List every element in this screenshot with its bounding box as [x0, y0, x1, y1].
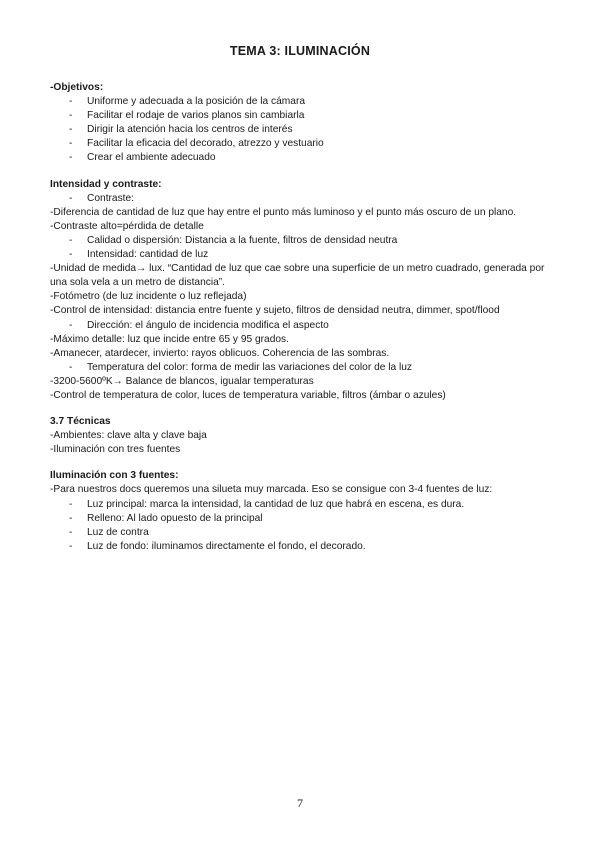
- text-line: -Control de intensidad: distancia entre fuente y sujeto, filtros de densidad neutra, dimmer, spot/flood: [50, 305, 500, 317]
- text-line: -Unidad de medida→ lux. “Cantidad de luz que cae sobre una superficie de un metro cuadrado, generada por una sola vela a un metro de distancia”.: [50, 263, 545, 289]
- document-body: [50, 81, 550, 566]
- bullet-item: - Intensidad: cantidad de luz: [50, 248, 550, 262]
- section-heading: Iluminación con 3 fuentes:: [50, 470, 179, 482]
- section-heading: -Objetivos:: [50, 82, 104, 93]
- bullet-item: - Relleno: Al lado opuesto de la principal: [50, 512, 550, 526]
- bullet-item: - Dirección: el ángulo de incidencia modifica el aspecto: [50, 319, 550, 333]
- bullet-item: - Facilitar la eficacia del decorado, atrezzo y vestuario: [50, 137, 550, 151]
- bullet-item: - Temperatura del color: forma de medir las variaciones del color de la luz: [50, 361, 550, 375]
- bullet-item: - Contraste:: [50, 192, 550, 206]
- text-line: -Iluminación con tres fuentes: [50, 444, 181, 456]
- bullet-item: - Luz de contra: [50, 526, 550, 540]
- section: [50, 178, 550, 404]
- bullet-item: - Crear el ambiente adecuado: [50, 151, 550, 165]
- text-line: -Diferencia de cantidad de luz que hay entre el punto más luminoso y el punto más oscuro de un plano.: [50, 206, 517, 218]
- bullet-item: - Calidad o dispersión: Distancia a la fuente, filtros de densidad neutra: [50, 234, 550, 248]
- text-line: -Ambientes: clave alta y clave baja: [50, 430, 207, 442]
- section: [50, 415, 550, 457]
- text-line: -Fotómetro (de luz incidente o luz reflejada): [50, 291, 247, 303]
- page-number: 7: [297, 796, 303, 810]
- section-heading: Intensidad y contraste:: [50, 178, 162, 190]
- bullet-item: - Dirigir la atención hacia los centros de interés: [50, 123, 550, 137]
- text-line: -3200-5600ºK→ Balance de blancos, igualar temperaturas: [50, 375, 314, 387]
- section-heading: 3.7 Técnicas: [50, 416, 111, 428]
- text-line: -Amanecer, atardecer, invierto: rayos oblicuos. Coherencia de las sombras.: [50, 347, 390, 359]
- section: [50, 81, 550, 166]
- bullet-item: - Luz de fondo: iluminamos directamente el fondo, el decorado.: [50, 540, 550, 554]
- text-line: -Para nuestros docs queremos una silueta muy marcada. Eso se consigue con 3-4 fuentes de luz:: [50, 484, 493, 496]
- bullet-item: - Uniforme y adecuada a la posición de la cámara: [50, 95, 550, 109]
- page-title: TEMA 3: ILUMINACIÓN: [229, 44, 371, 58]
- bullet-item: - Luz principal: marca la intensidad, la cantidad de luz que habrá en escena, es dura.: [50, 498, 550, 512]
- text-line: -Máximo detalle: luz que incide entre 65 y 95 grados.: [50, 333, 289, 345]
- bullet-item: - Facilitar el rodaje de varios planos sin cambiarla: [50, 109, 550, 123]
- section: [50, 469, 550, 554]
- text-line: -Control de temperatura de color, luces de temperatura variable, filtros (ámbar o azules): [50, 389, 446, 401]
- text-line: -Contraste alto=pérdida de detalle: [50, 220, 204, 232]
